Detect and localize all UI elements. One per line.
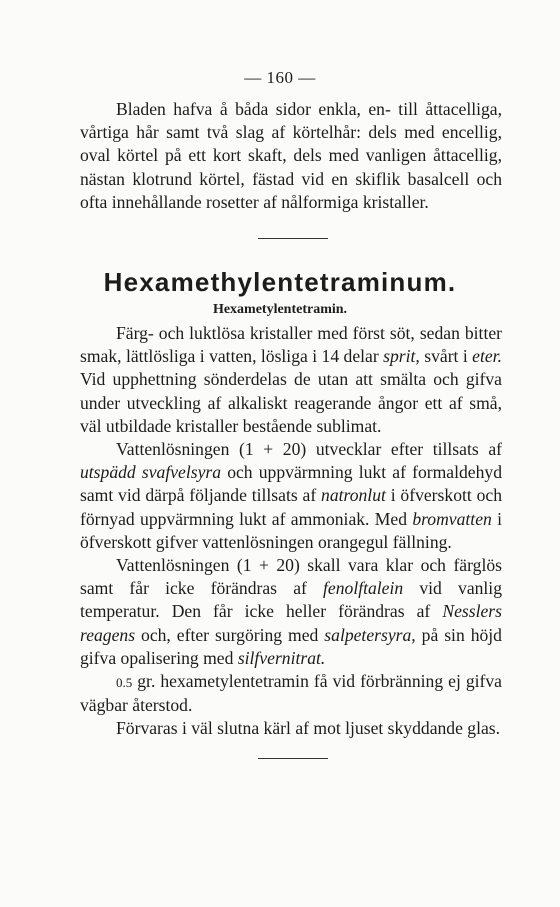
monograph-subtitle: Hexametylentetramin. [212, 302, 348, 317]
end-divider [258, 758, 328, 759]
description-paragraph: Färg- och luktlösa kristaller med först söt, sedan bitter smak, lättlösliga i vatten, lösliga i 14 delar sprit, svårt i eter. Vid upphettning sönderdelas de utan att smälta och gifva under utveckling af alkaliskt reagerande ångor ett af små, väl utbildade kristaller bestående sublimat. [80, 323, 502, 436]
identity-test-paragraph: Vattenlösningen (1 + 20) utvecklar efter tillsats af utspädd svafvelsyra och uppvärmning lukt af formaldehyd samt vid därpå följande tillsats af natronlut i öfverskott och förnyad uppvärmning lukt af ammoniak. Med bromvatten i öfverskott gifver vattenlösningen orangegul fällning. [80, 439, 502, 552]
purity-test-paragraph: Vattenlösningen (1 + 20) skall vara klar och färglös samt får icke förändras af fenolftalein vid vanlig temperatur. Den får icke heller förändras af Nesslers reagens och, efter surgöring med salpetersyra, på sin höjd gifva opalisering med silfvernitrat. [80, 555, 502, 668]
section-divider [258, 238, 328, 239]
monograph-title: Hexamethylentetraminum. [103, 267, 457, 297]
intro-section [80, 98, 502, 214]
page-number: — 160 — [244, 68, 316, 87]
ash-test-paragraph: 0.5 gr. hexametylentetramin få vid förbränning ej gifva vägbar återstod. [80, 671, 502, 716]
monograph-body [80, 322, 502, 741]
storage-paragraph: Förvaras i väl slutna kärl af mot ljuset skyddande glas. [116, 718, 501, 739]
intro-paragraph: Bladen hafva å båda sidor enkla, en- till åttacelliga, vårtiga hår samt två slag af körtelhår: dels med encellig, oval körtel på ett kort skaft, dels med vanligen åttacellig, nästan klotrund körtel, fästad vid en skiflik basalcell och ofta innehållande rosetter af nålformiga kristaller. [80, 99, 502, 212]
